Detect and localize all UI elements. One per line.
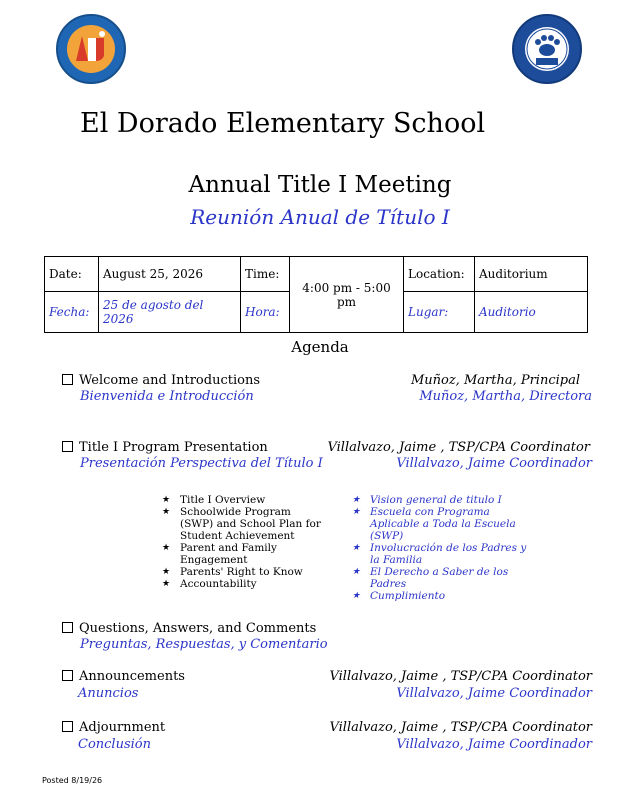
date-label-spanish: Fecha: — [45, 292, 99, 333]
list-item: ★ Title I Overview — [162, 494, 266, 506]
list-item: ★ Vision general de titulo I — [352, 494, 502, 506]
agenda-item-adjournment: Adjournment — [62, 720, 165, 735]
checkbox[interactable] — [62, 441, 73, 452]
paw-emblem — [514, 16, 580, 82]
presenter: Villalvazo, Jaime , TSP/CPA Coordinator — [327, 440, 590, 455]
agenda-item-title-i-spanish: Presentación Perspectiva del Título I — [80, 456, 323, 471]
date-label: Date: — [45, 257, 99, 292]
meeting-title-spanish: Reunión Anual de Título I — [190, 205, 450, 229]
checkbox[interactable] — [62, 374, 73, 385]
agenda-item-questions: Questions, Answers, and Comments — [62, 621, 316, 636]
list-item: ★ Escuela con Programa Aplicable a Toda la Escuela (SWP) — [352, 506, 516, 542]
presenter-spanish: Villalvazo, Jaime Coordinador — [396, 456, 592, 471]
date-value: August 25, 2026 — [99, 257, 241, 292]
location-label-spanish: Lugar: — [404, 292, 475, 333]
list-item: ★ El Derecho a Saber de los Padres — [352, 566, 509, 590]
location-label: Location: — [404, 257, 475, 292]
agenda-item-welcome: Welcome and Introductions — [62, 373, 260, 388]
list-item: ★ Parents' Right to Know — [162, 566, 303, 578]
checkbox[interactable] — [62, 670, 73, 681]
location-value: Auditorium — [475, 257, 588, 292]
agenda-item-adjournment-spanish: Conclusión — [78, 737, 151, 752]
agenda-item-questions-spanish: Preguntas, Respuestas, y Comentario — [80, 637, 328, 652]
presenter: Villalvazo, Jaime , TSP/CPA Coordinator — [329, 669, 592, 684]
lausd-logo-art — [58, 16, 124, 82]
list-item: ★ Involucración de los Padres y la Familia — [352, 542, 527, 566]
list-item: ★ Parent and Family Engagement — [162, 542, 277, 566]
agenda-item-announcements: Announcements — [62, 669, 185, 684]
posted-date: Posted 8/19/26 — [42, 776, 103, 785]
list-item: ★ Cumplimiento — [352, 590, 446, 602]
meeting-title: Annual Title I Meeting — [188, 172, 452, 198]
meeting-info-table — [44, 256, 588, 333]
time-value: 4:00 pm - 5:00 pm — [290, 257, 404, 333]
presenter-spanish: Villalvazo, Jaime Coordinador — [396, 737, 592, 752]
list-item: ★ Schoolwide Program (SWP) and School Plan for Student Achievement — [162, 506, 321, 542]
presenter-spanish: Muñoz, Martha, Directora — [419, 389, 592, 404]
school-name: El Dorado Elementary School — [80, 108, 486, 139]
lausd-logo — [56, 14, 126, 84]
presenter-spanish: Villalvazo, Jaime Coordinador — [396, 686, 592, 701]
subtopic-list-spanish — [352, 494, 532, 602]
subtopic-list — [162, 494, 322, 590]
time-label: Time: — [241, 257, 290, 292]
el-dorado-bears-logo — [512, 14, 582, 84]
time-label-spanish: Hora: — [241, 292, 290, 333]
agenda-item-title-i: Title I Program Presentation — [62, 440, 268, 455]
presenter: Villalvazo, Jaime , TSP/CPA Coordinator — [329, 720, 592, 735]
checkbox[interactable] — [62, 721, 73, 732]
location-value-spanish: Auditorio — [475, 292, 588, 333]
presenter: Muñoz, Martha, Principal — [410, 373, 580, 388]
agenda-item-announcements-spanish: Anuncios — [78, 686, 139, 701]
agenda-item-welcome-spanish: Bienvenida e Introducción — [80, 389, 254, 404]
agenda-heading: Agenda — [291, 338, 349, 356]
list-item: ★ Accountability — [162, 578, 257, 590]
checkbox[interactable] — [62, 622, 73, 633]
date-value-spanish: 25 de agosto del 2026 — [99, 292, 241, 333]
